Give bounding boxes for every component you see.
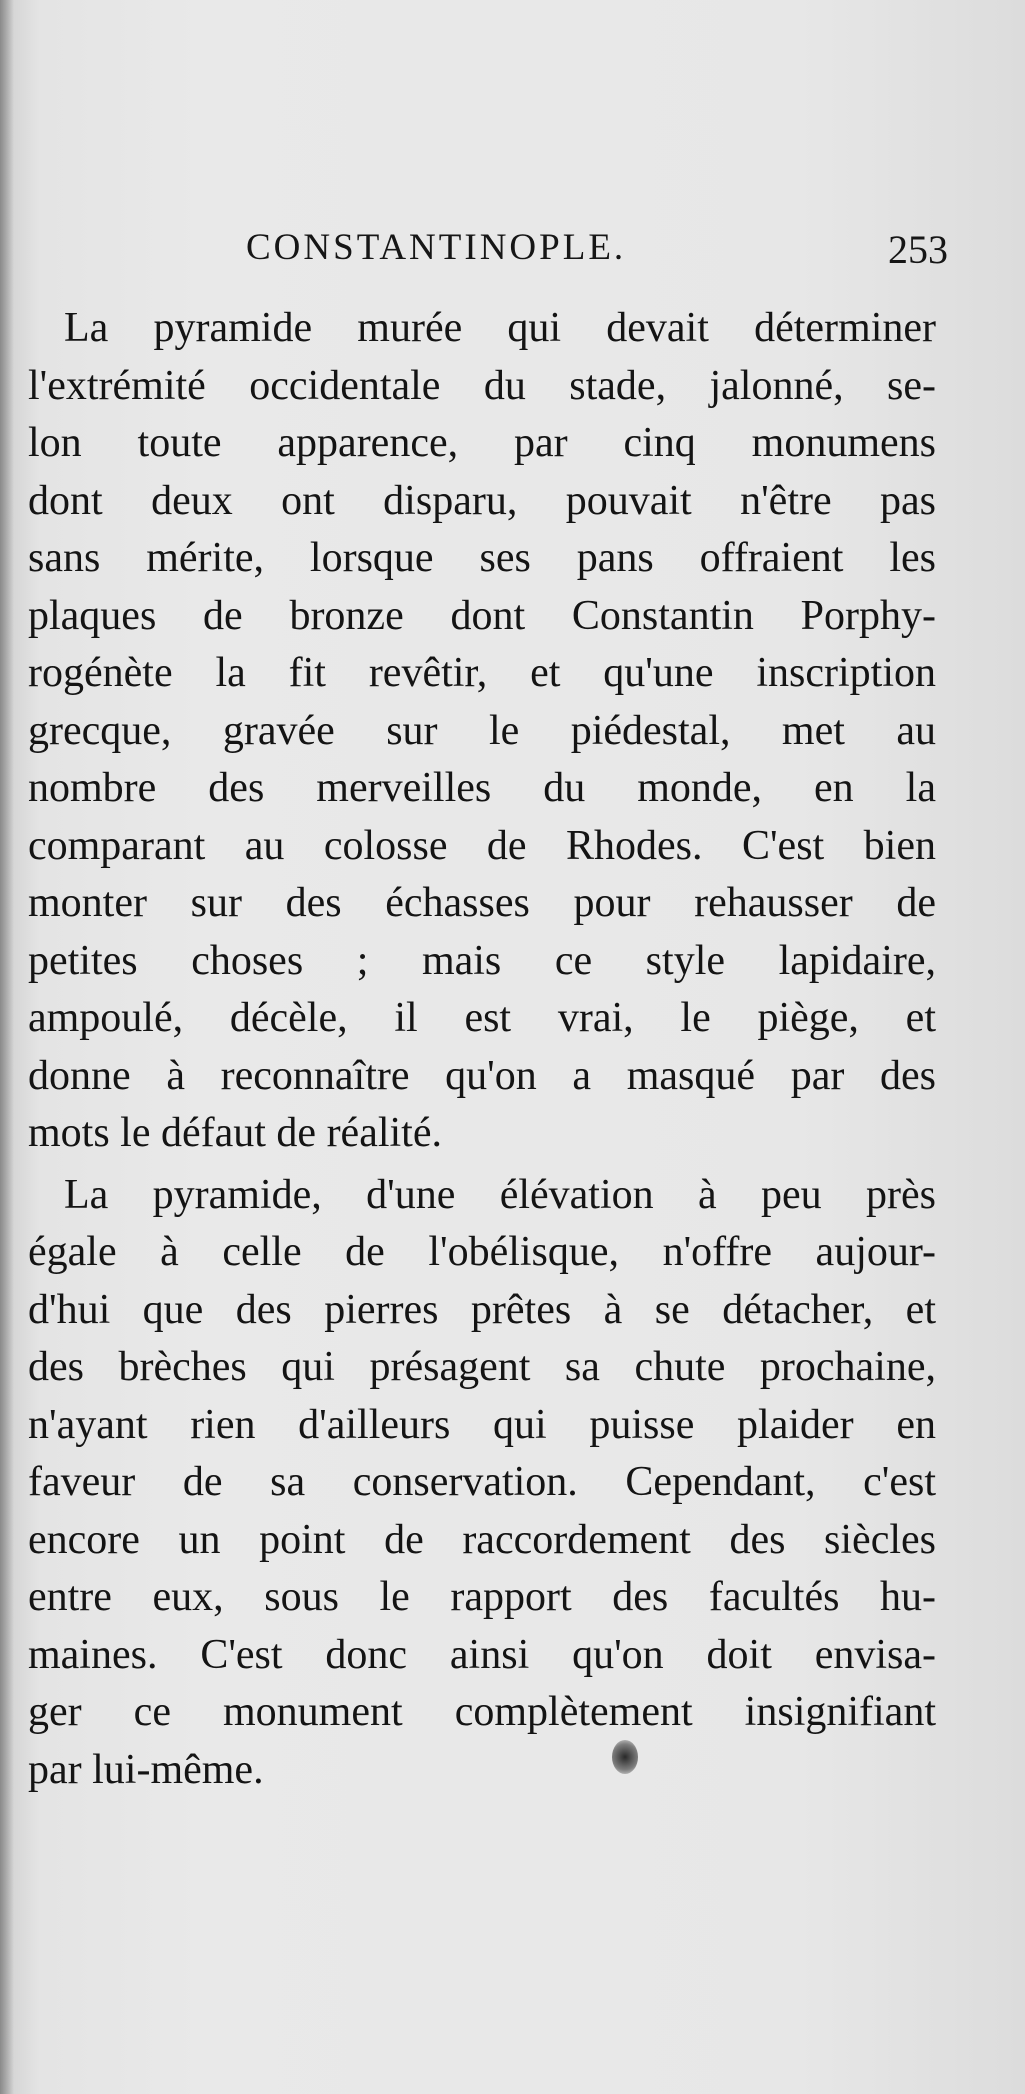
text-line: nombre des merveilles du monde, en la [28,765,936,811]
paragraph-2 [28,1167,936,1800]
paragraph-1 [28,300,936,1163]
text-line: n'ayant rien d'ailleurs qui puisse plaider en [28,1401,936,1448]
text-line: encore un point de raccordement des siècles [28,1516,936,1563]
text-line: monter sur des échasses pour rehausser de [28,880,936,926]
text-line: mots le défaut de réalité. [28,1110,442,1156]
page-number: 253 [888,227,948,272]
text-line: La pyramide, d'une élévation à peu près [64,1171,936,1218]
text-line: l'extrémité occidentale du stade, jalonné, se- [28,362,936,409]
text-line: comparant au colosse de Rhodes. C'est bien [28,822,936,869]
page-gutter-shadow [0,0,14,2094]
text-line: maines. C'est donc ainsi qu'on doit envisa- [28,1631,936,1678]
text-line: grecque, gravée sur le piédestal, met au [28,707,936,754]
text-line: faveur de sa conservation. Cependant, c'est [28,1459,936,1505]
text-line: des brèches qui présagent sa chute prochaine, [28,1344,936,1390]
ink-blot [612,1740,638,1774]
text-line: égale à celle de l'obélisque, n'offre aujour- [28,1229,936,1275]
text-line: sans mérite, lorsque ses pans offraient les [28,535,936,581]
running-title: CONSTANTINOPLE. [246,227,627,268]
body-text [28,300,936,1799]
text-line: rogénète la fit revêtir, et qu'une inscription [28,650,936,696]
text-line: entre eux, sous le rapport des facultés hu- [28,1574,936,1620]
text-line: La pyramide murée qui devait déterminer [64,305,936,351]
text-line: dont deux ont disparu, pouvait n'être pas [28,477,936,524]
text-line: ampoulé, décèle, il est vrai, le piège, et [28,995,936,1041]
text-line: ger ce monument complètement insignifiant [28,1689,936,1735]
text-line: par lui-même. [28,1746,264,1793]
text-line: donne à reconnaître qu'on a masqué par des [28,1052,936,1099]
text-line: d'hui que des pierres prêtes à se détacher, et [28,1286,936,1333]
text-line: lon toute apparence, par cinq monumens [28,420,936,466]
text-line: plaques de bronze dont Constantin Porphy- [28,592,936,639]
text-line: petites choses ; mais ce style lapidaire, [28,937,936,984]
running-head [28,226,948,286]
